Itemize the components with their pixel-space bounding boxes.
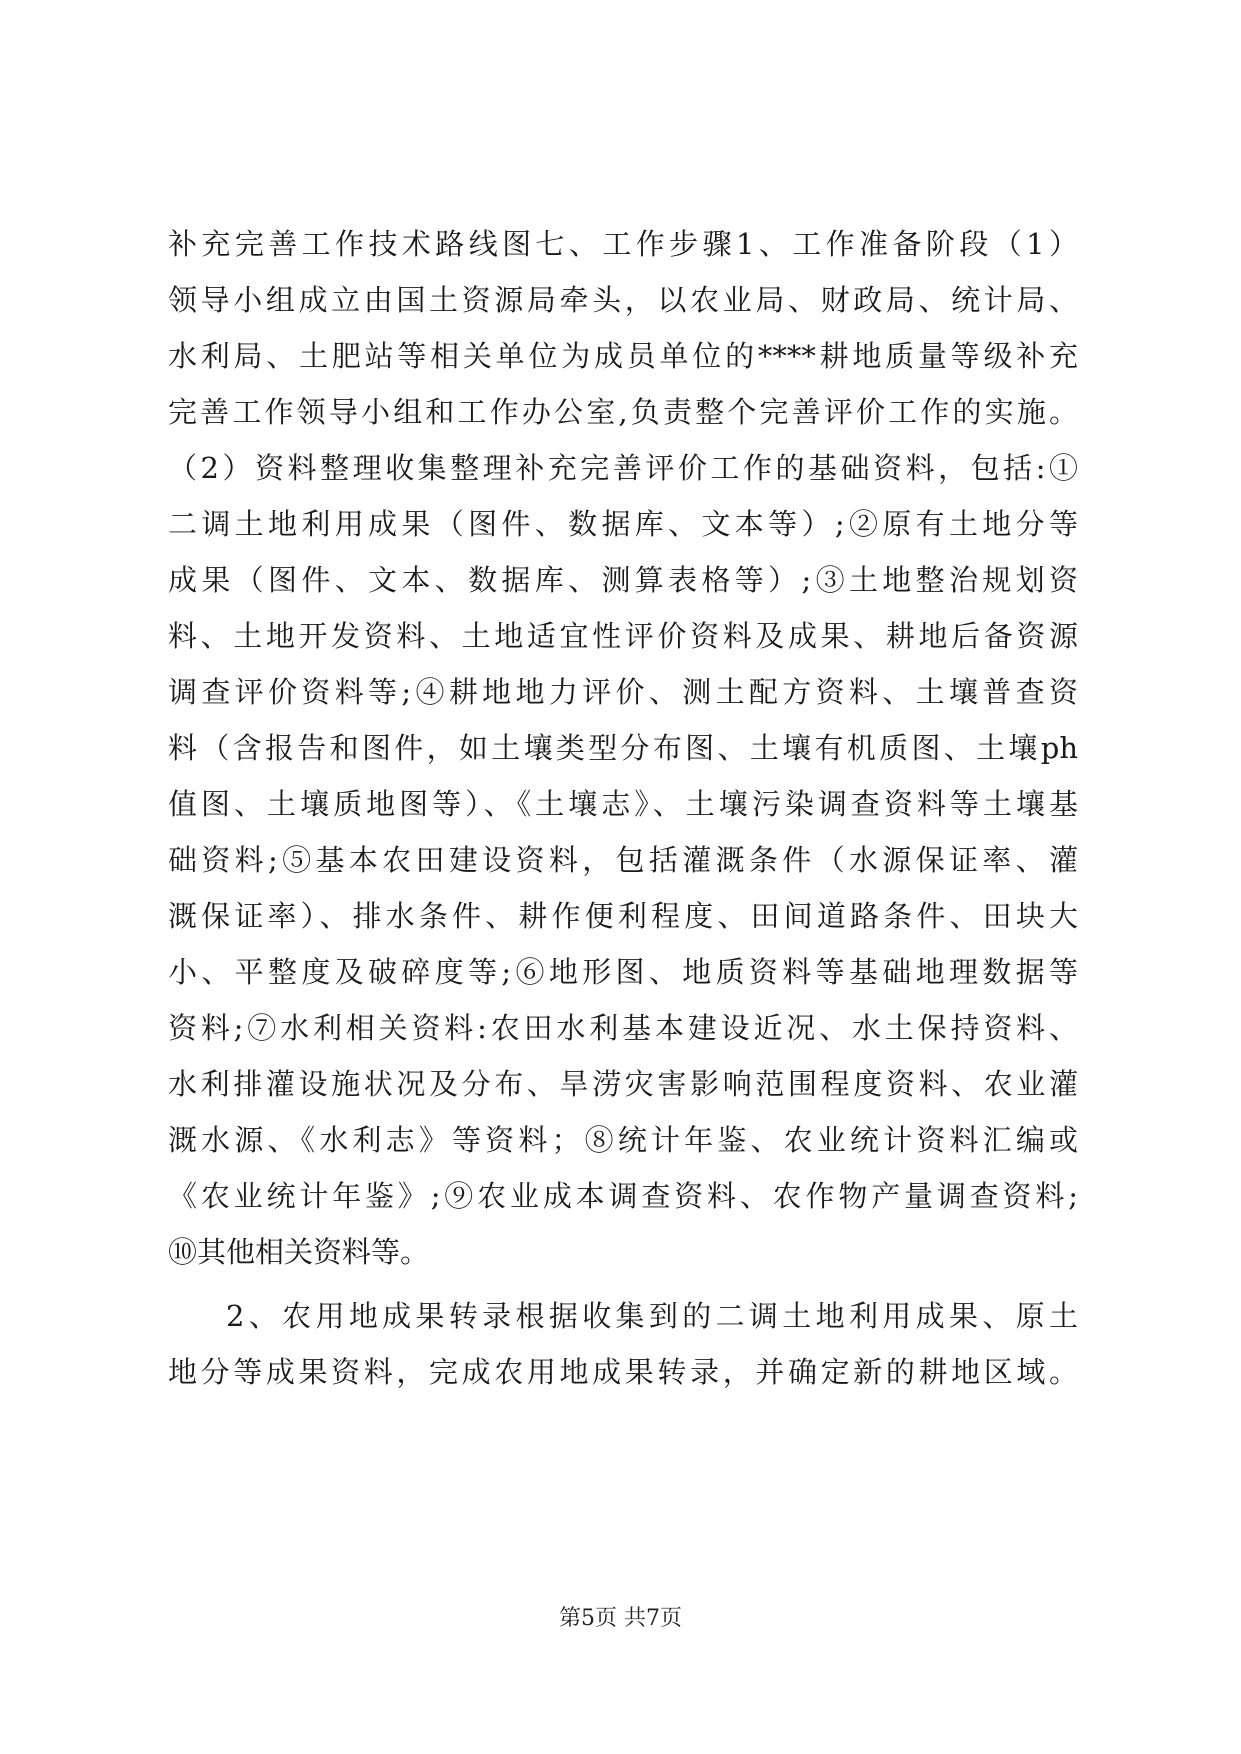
text-line: 二调土地利用成果（图件、数据库、文本等）;②原有土地分等 (168, 507, 1078, 541)
text-line: 调查评价资料等;④耕地地力评价、测土配方资料、土壤普查资 (168, 675, 1078, 709)
text-line: 资料;⑦水利相关资料:农田水利基本建设近况、水土保持资料、 (168, 1011, 1078, 1045)
paragraph-first-line: 2、农用地成果转录根据收集到的二调土地利用成果、原土 (226, 1299, 1078, 1333)
text-line: 溉水源、《水利志》等资料；⑧统计年鉴、农业统计资料汇编或 (168, 1123, 1078, 1157)
text-line: 水利局、土肥站等相关单位为成员单位的****耕地质量等级补充 (168, 339, 1078, 373)
text-line: 溉保证率）、排水条件、耕作便利程度、田间道路条件、田块大 (168, 899, 1078, 933)
text-line: 领导小组成立由国土资源局牵头，以农业局、财政局、统计局、 (168, 283, 1078, 317)
text-line: 料（含报告和图件，如土壤类型分布图、土壤有机质图、土壤ph (168, 731, 1078, 765)
text-line: 值图、土壤质地图等）、《土壤志》、土壤污染调查资料等土壤基 (168, 787, 1078, 821)
text-line: 水利排灌设施状况及分布、旱涝灾害影响范围程度资料、农业灌 (168, 1067, 1078, 1101)
text-line: ⑩其他相关资料等。 (168, 1235, 430, 1269)
text-line: 《农业统计年鉴》;⑨农业成本调查资料、农作物产量调查资料; (168, 1179, 1078, 1213)
text-line: （2）资料整理收集整理补充完善评价工作的基础资料，包括:① (168, 451, 1078, 485)
text-line: 地分等成果资料，完成农用地成果转录，并确定新的耕地区域。 (168, 1355, 1078, 1389)
text-line: 础资料;⑤基本农田建设资料，包括灌溉条件（水源保证率、灌 (168, 843, 1078, 877)
text-line: 成果（图件、文本、数据库、测算表格等）;③土地整治规划资 (168, 563, 1078, 597)
text-line: 小、平整度及破碎度等;⑥地形图、地质资料等基础地理数据等 (168, 955, 1078, 989)
text-line: 完善工作领导小组和工作办公室,负责整个完善评价工作的实施。 (168, 395, 1078, 429)
text-line: 补充完善工作技术路线图七、工作步骤1、工作准备阶段（1） (168, 227, 1078, 261)
text-line: 料、土地开发资料、土地适宜性评价资料及成果、耕地后备资源 (168, 619, 1078, 653)
page-footer: 第5页 共7页 (559, 1606, 682, 1631)
